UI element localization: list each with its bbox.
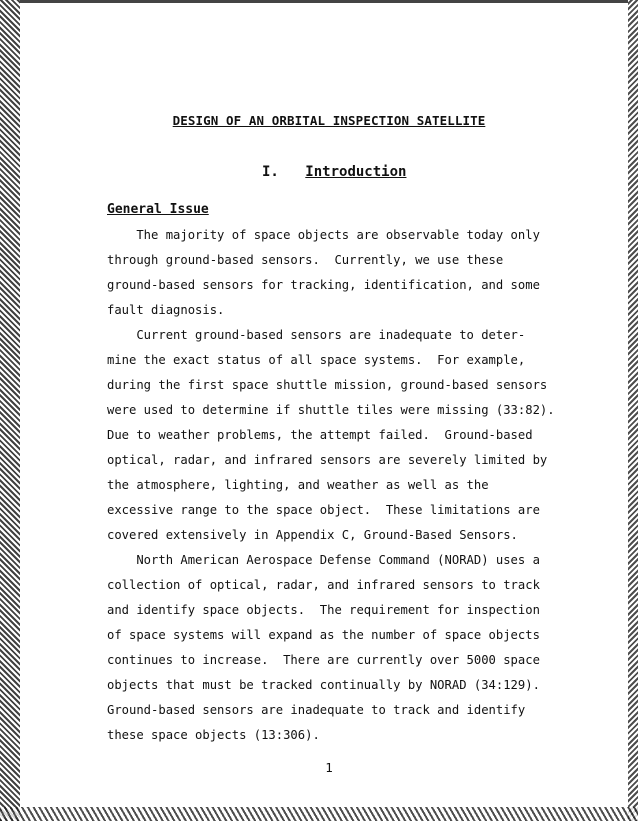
section-heading: General Issue [107, 202, 209, 217]
text-line: objects that must be tracked continually by NORAD (34:129). [107, 678, 540, 692]
text-line: these space objects (13:306). [107, 728, 320, 742]
document-title: DESIGN OF AN ORBITAL INSPECTION SATELLITE [172, 113, 486, 128]
page-number: 1 [325, 760, 333, 775]
text-line: and identify space objects. The requirement for inspection [107, 603, 540, 617]
text-line: mine the exact status of all space systems. For example, [107, 353, 526, 367]
scan-border-bottom [0, 807, 638, 821]
text-line: North American Aerospace Defense Command (NORAD) uses a [107, 553, 540, 567]
text-line: were used to determine if shuttle tiles were missing (33:82). [107, 403, 555, 417]
text-line: of space systems will expand as the number of space objects [107, 628, 540, 642]
body-text [107, 223, 567, 748]
text-line: during the first space shuttle mission, ground-based sensors [107, 378, 548, 392]
text-line: Ground-based sensors are inadequate to track and identify [107, 703, 526, 717]
chapter-title: Introduction [305, 164, 407, 180]
text-line: excessive range to the space object. These limitations are [107, 503, 540, 517]
text-line: fault diagnosis. [107, 303, 225, 317]
text-line: ground-based sensors for tracking, identification, and some [107, 278, 540, 292]
text-line: collection of optical, radar, and infrared sensors to track [107, 578, 540, 592]
text-line: continues to increase. There are currently over 5000 space [107, 653, 540, 667]
scan-border-top [20, 0, 628, 3]
text-line: optical, radar, and infrared sensors are severely limited by [107, 453, 548, 467]
text-line: through ground-based sensors. Currently, we use these [107, 253, 504, 267]
text-line: The majority of space objects are observable today only [107, 228, 540, 242]
text-line: Current ground-based sensors are inadequate to deter- [107, 328, 526, 342]
text-line: covered extensively in Appendix C, Ground-Based Sensors. [107, 528, 518, 542]
text-line: the atmosphere, lighting, and weather as well as the [107, 478, 489, 492]
text-line: Due to weather problems, the attempt failed. Ground-based [107, 428, 533, 442]
chapter-number: I. [262, 164, 279, 180]
chapter-heading [262, 164, 406, 180]
